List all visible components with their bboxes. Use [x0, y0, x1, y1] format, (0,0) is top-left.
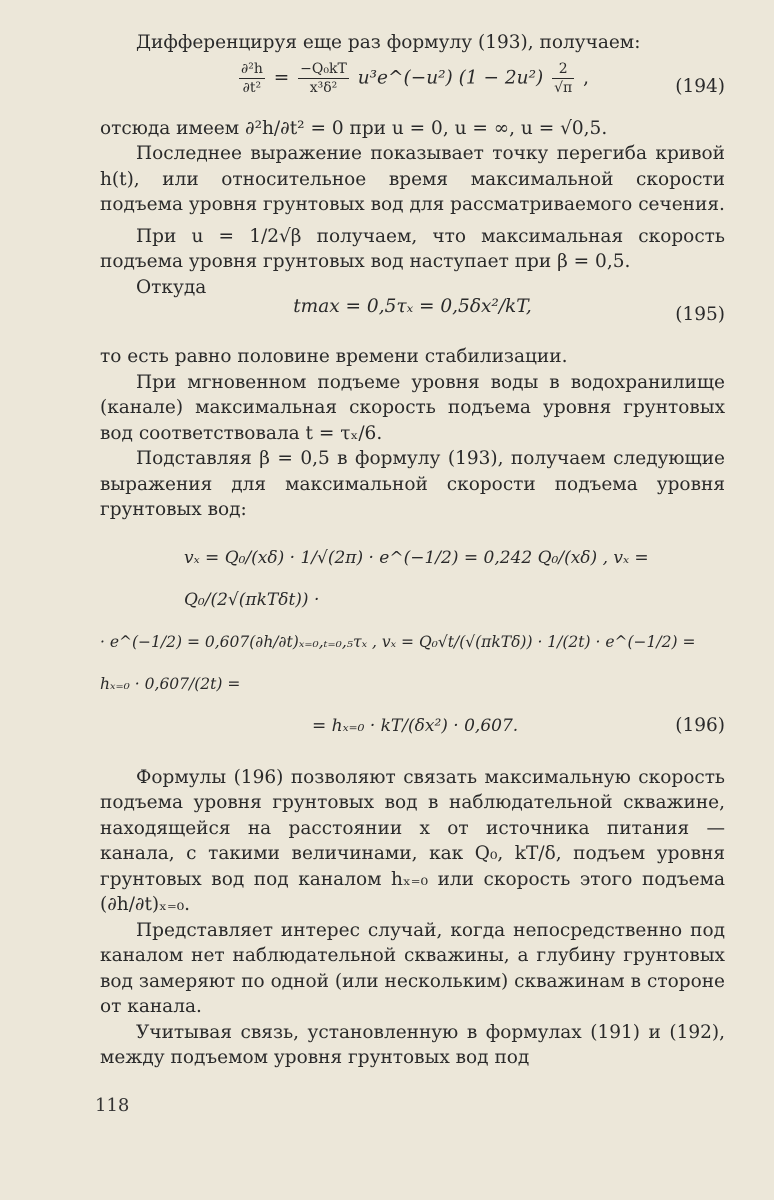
page-number: 118 [95, 1095, 130, 1116]
equation-195-body: tmax = 0,5τₓ = 0,5δx²/kT, [293, 296, 532, 317]
paragraph-5: Откуда [136, 276, 207, 298]
equation-196-number: (196) [675, 714, 725, 736]
equation-196-line-2: · e^(−1/2) = 0,607(∂h/∂t)ₓ₌₀,ₜ₌₀,₅τₓ , vₓ = Q₀√t/(√(πkTδ)) · 1/(2t) · e^(−1/2) = hₓ₌₀ · 0,607/(2t) = [100, 632, 696, 693]
paragraph-3: Последнее выражение показывает точку перегиба кривой h(t), или относительное время максимальной скорости подъема уровня грунтовых вод для рассматриваемого сечения. [100, 143, 725, 215]
paragraph-7: При мгновенном подъеме уровня воды в водохранилище (канале) максимальная скорость подъема уровня грунтовых вод соответствовала t = τₓ/6. [100, 371, 725, 444]
paragraph-11: Учитывая связь, установленную в формулах (191) и (192), между подъемом уровня грунтовых вод под [100, 1021, 725, 1068]
paragraph-4: При u = 1/2√β получаем, что максимальная скорость подъема уровня грунтовых вод наступает при β = 0,5. [100, 225, 725, 272]
paragraph-1: Дифференцируя еще раз формулу (193), получаем: [136, 32, 641, 53]
paragraph-2: отсюда имеем ∂²h/∂t² = 0 при u = 0, u = ∞, u = √0,5. [100, 117, 608, 139]
eq194-main: u³e^(−u²) (1 − 2u²) [357, 67, 544, 88]
paragraph-9: Формулы (196) позволяют связать максимальную скорость подъема уровня грунтовых вод в наблюдательной скважине, находящейся на расстоянии x от источника питания — канала, с такими величинами, как Q₀, kT/δ, подъем уровня грунтовых вод под каналом hₓ₌₀ или скорость этого подъема (∂h/∂t)ₓ₌₀. [100, 766, 725, 915]
paragraph-6: то есть равно половине времени стабилизации. [100, 346, 568, 367]
equation-195-number: (195) [675, 304, 725, 325]
equation-196-line-1: vₓ = Q₀/(xδ) · 1/√(2π) · e^(−1/2) = 0,242 Q₀/(xδ) , vₓ = Q₀/(2√(πkTδt)) · [184, 547, 649, 610]
paragraph-8: Подставляя β = 0,5 в формулу (193), получаем следующие выражения для максимальной скорости подъема уровня грунтовых вод: [100, 448, 725, 520]
eq194-tail: $\frac{2}{√\pi}$ [554, 60, 573, 96]
eq194-lhs: $\frac{\text{∂²h}}{\text{∂t²}}$ [240, 60, 263, 96]
equation-196 [100, 537, 725, 747]
page-body [100, 30, 725, 1071]
equation-196-line-3: = hₓ₌₀ · kT/(δx²) · 0,607. [312, 715, 519, 736]
equation-194 [100, 60, 725, 112]
equation-194-number: (194) [675, 75, 725, 97]
equation-194-body: $\frac{\text{∂²h}}{\text{∂t²}}$ = $\frac{\text{−Q₀kT}}{\text{x³δ²}}$ u³e^(−u²) (1 − 2u²) $\frac{2}{√\pi}$ , [240, 60, 589, 96]
eq194-coefficient: $\frac{\text{−Q₀kT}}{\text{x³δ²}}$ [300, 60, 347, 96]
paragraph-10: Представляет интерес случай, когда непосредственно под каналом нет наблюдательной скважины, а глубину грунтовых вод замеряют по одной (или нескольким) скважинам в стороне от канала. [100, 919, 725, 1017]
equation-195 [100, 294, 725, 334]
